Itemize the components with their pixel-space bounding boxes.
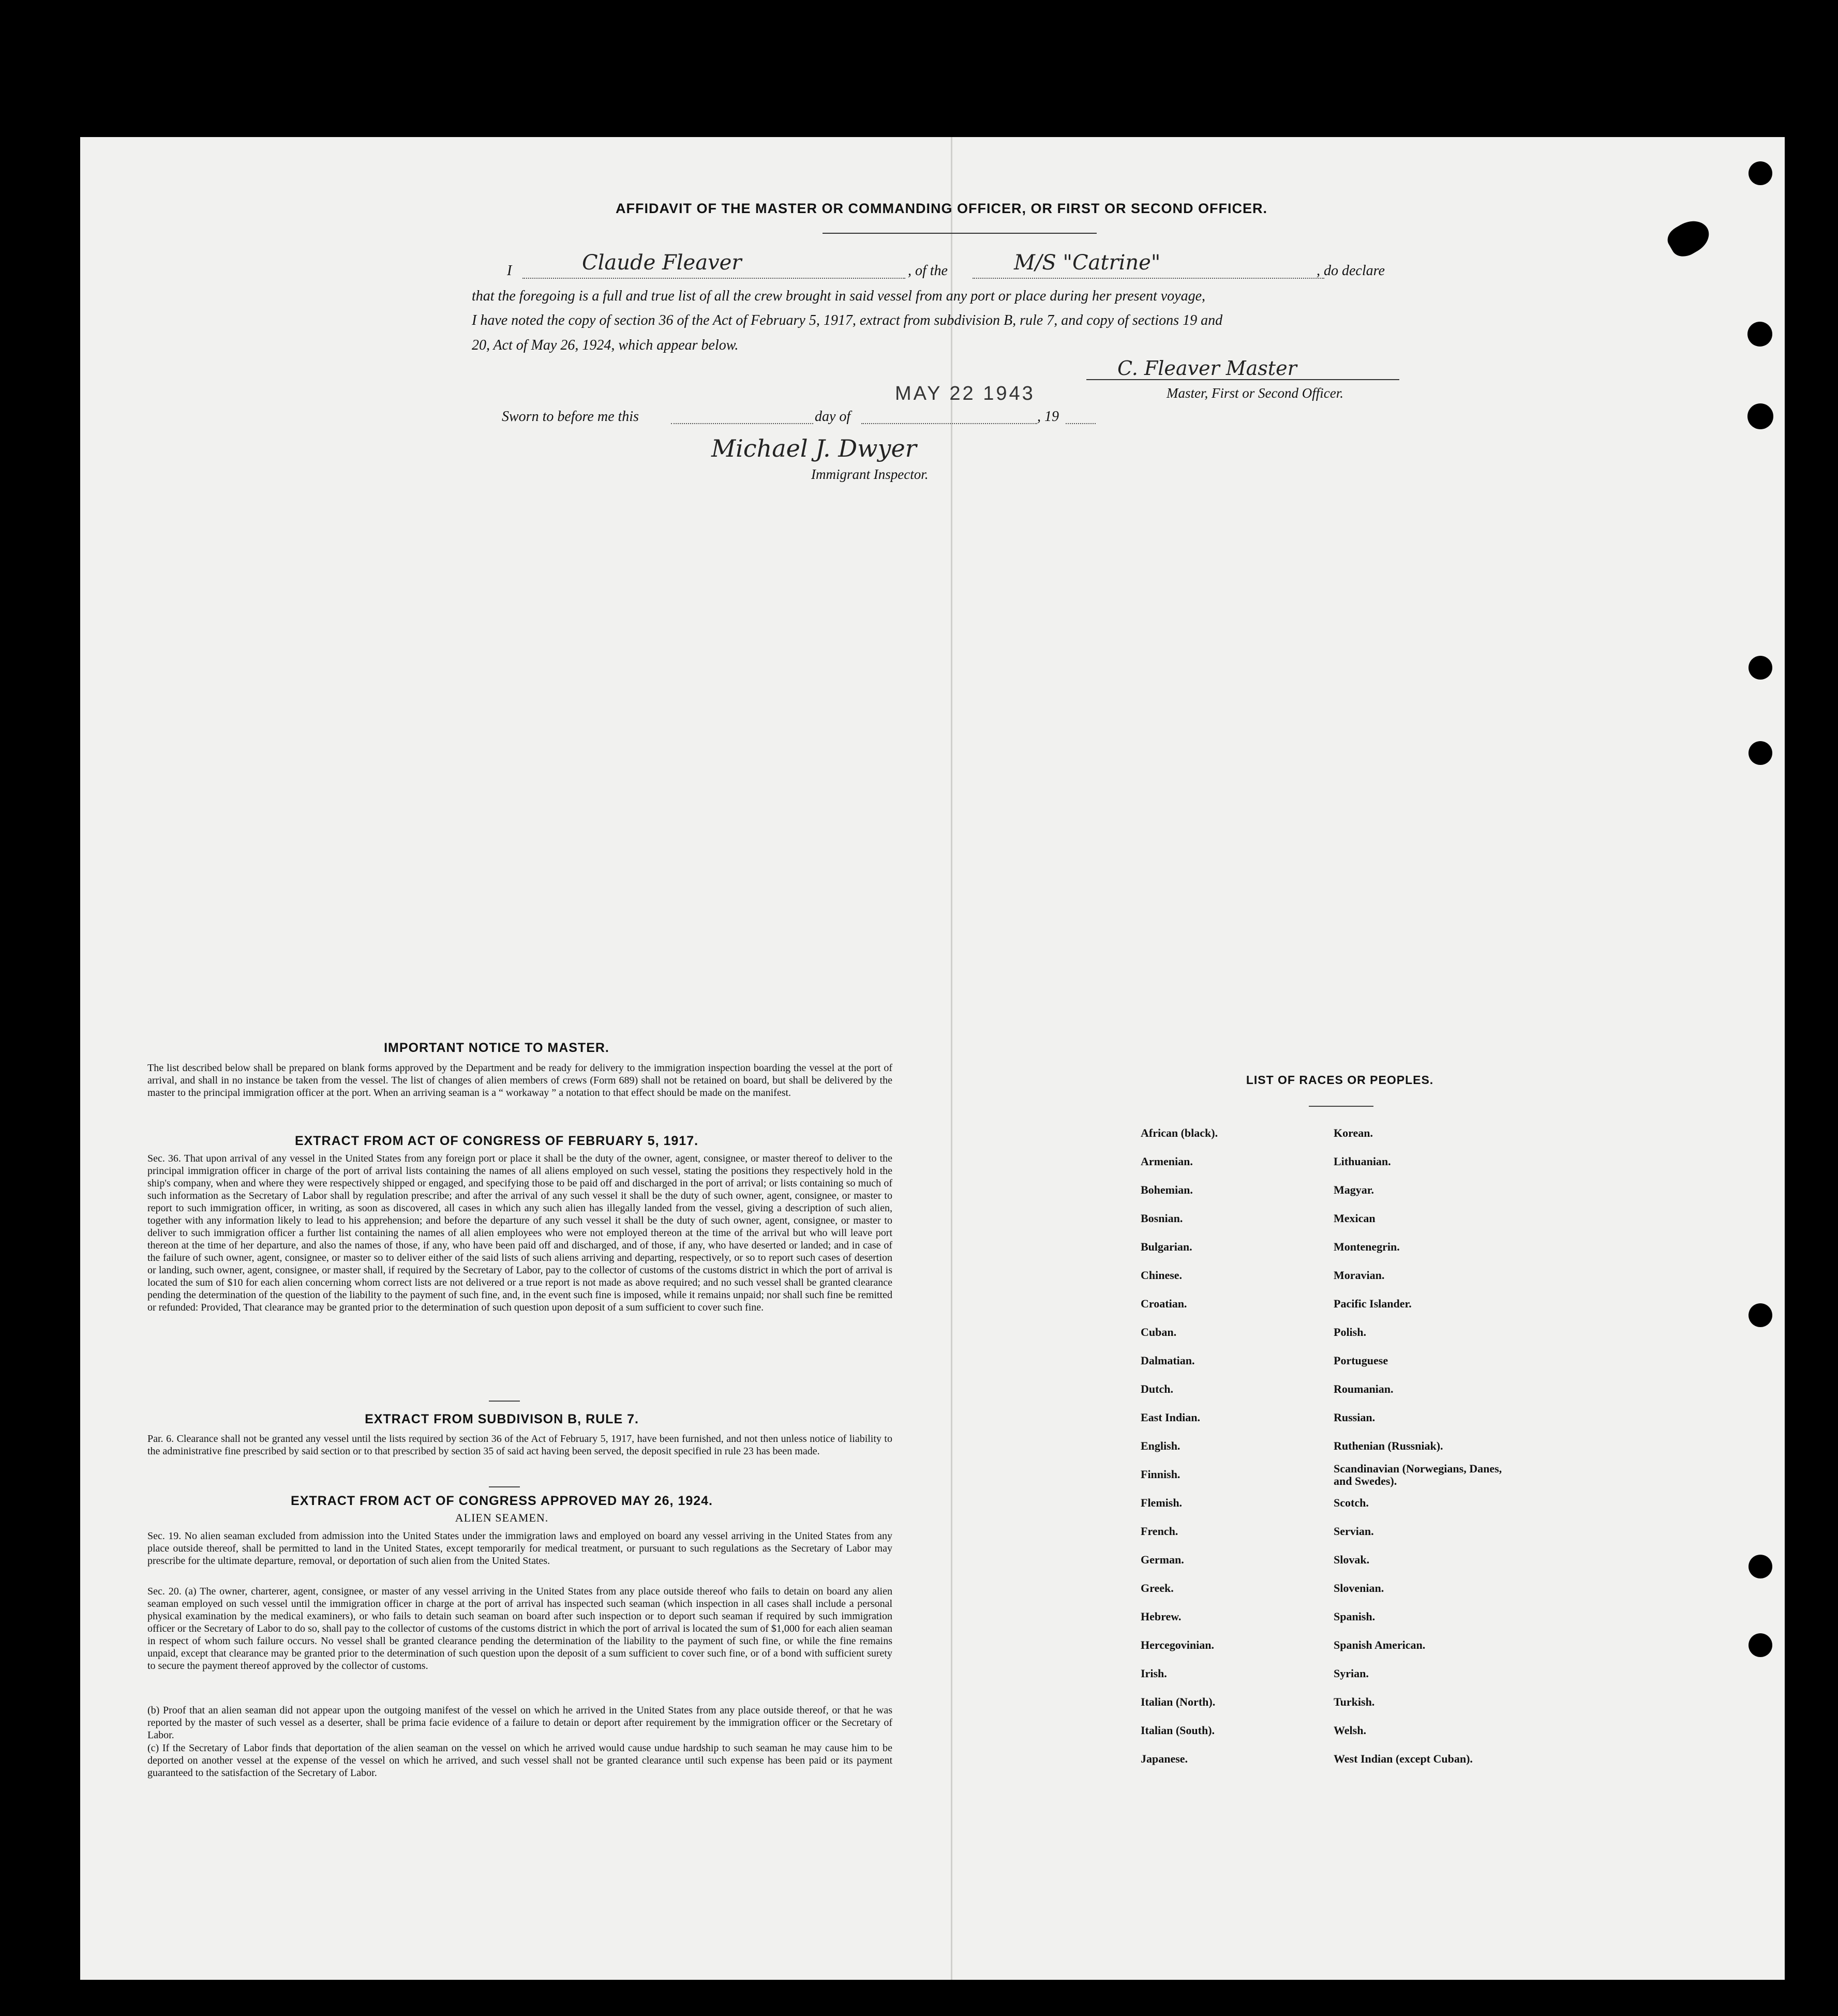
sec20c-text: (c) If the Secretary of Labor finds that deportation of the alien seaman on the vessel on which he arrived would cause undue hardship to such seaman he may cause him to be deported on another vessel at the expense of the vessel on which he arrived, and such vessel shall not be granted clearance until such expense has been paid or its payment guaranteed to the satisfaction of the Secretary of Labor. [147, 1742, 892, 1779]
race-item: Korean. [1334, 1126, 1373, 1139]
race-item: East Indian. [1141, 1411, 1200, 1424]
sec19-text: Sec. 19. No alien seaman excluded from admission into the United States under the immigration laws and employed on board any vessel arriving in the United States from any place outside thereof, shall be permitted to land in the United States, except temporarily for medical treatment, or pursuant to such regulations as the Secretary of Labor may prescribe for the ultimate departure, removal, or deportation of such alien from the United States. [147, 1530, 892, 1567]
race-item: African (black). [1141, 1126, 1218, 1139]
race-item: Polish. [1334, 1326, 1366, 1338]
document-page [80, 137, 1785, 1980]
alien-seamen-subtitle: ALIEN SEAMEN. [455, 1511, 549, 1524]
race-item: Mexican [1334, 1212, 1376, 1225]
sworn-year-line [1066, 423, 1096, 424]
inspector-caption: Immigrant Inspector. [811, 467, 929, 482]
section-divider [489, 1401, 520, 1402]
punch-hole [1749, 741, 1772, 765]
inspector-signature: Michael J. Dwyer [711, 434, 917, 462]
race-item: Scotch. [1334, 1496, 1369, 1509]
race-item: Armenian. [1141, 1155, 1193, 1168]
master-name-line [522, 278, 905, 279]
punch-hole [1747, 403, 1773, 429]
race-item: Russian. [1334, 1411, 1376, 1424]
race-item: Portuguese [1334, 1354, 1388, 1367]
punch-hole [1749, 161, 1772, 185]
affidavit-title: AFFIDAVIT OF THE MASTER OR COMMANDING OFFICER, OR FIRST OR SECOND OFFICER. [616, 201, 1267, 216]
section-divider [489, 1486, 520, 1487]
sworn-year: , 19 [1037, 409, 1059, 425]
sec20a-text: Sec. 20. (a) The owner, charterer, agent, consignee, or master of any vessel arriving in the United States from any place outside thereof who fails to detain on board any alien seaman employed on such vessel until the immigration officer in charge at the port of arrival has inspected such seaman (which inspection in all cases shall include a personal physical examination by the medical examiners), or who fails to detain such seaman on board after such inspection or to deport such seaman if required by such immigration officer or the Secretary of Labor to do so, shall pay to the collector of customs of the customs district in which the port of arrival is located the sum of $1,000 for each alien seaman in respect of whom such failure occurs. No vessel shall be granted clearance pending the determination of the liability to the payment of such fine, or while the fine remains unpaid, except that clearance may be granted prior to the determination of such question upon the deposit of a sum sufficient to cover such fine, or of a bond with sufficient surety to secure the payment thereof approved by the collector of customs. [147, 1586, 892, 1672]
race-item: Bosnian. [1141, 1212, 1183, 1225]
race-item: Turkish. [1334, 1695, 1375, 1708]
sworn-day-of: day of [815, 409, 851, 425]
race-item: Cuban. [1141, 1326, 1177, 1338]
punch-hole [1749, 1633, 1772, 1657]
extract-rule7-text: Par. 6. Clearance shall not be granted any vessel until the lists required by section 36 of the Act of February 5, 1917, have been furnished, and not then unless notice of liability to the administrative fine prescribed by said section or to that prescribed by section 35 of said act having been served, the deposit specified in rule 23 has been made. [147, 1433, 892, 1457]
declaration-line-4: 20, Act of May 26, 1924, which appear below. [472, 337, 739, 353]
race-item: Lithuanian. [1334, 1155, 1391, 1168]
race-item: Ruthenian (Russniak). [1334, 1439, 1443, 1452]
vessel-name-line [973, 278, 1324, 279]
race-item: Moravian. [1334, 1269, 1385, 1282]
race-item: Japanese. [1141, 1752, 1188, 1765]
race-item: Bulgarian. [1141, 1240, 1192, 1253]
declaration-line-3: I have noted the copy of section 36 of the Act of February 5, 1917, extract from subdivision B, rule 7, and copy of sections 19 and [472, 312, 1223, 328]
race-item: Italian (South). [1141, 1724, 1215, 1737]
race-item: Slovak. [1334, 1553, 1370, 1566]
race-item: Pacific Islander. [1334, 1297, 1412, 1310]
race-item: West Indian (except Cuban). [1334, 1752, 1473, 1765]
declaration-line-2: that the foregoing is a full and true list of all the crew brought in said vessel from any port or place during her present voyage, [472, 288, 1206, 304]
race-item: Servian. [1334, 1525, 1374, 1538]
declaration-prefix: I [507, 263, 512, 279]
master-signature: C. Fleaver Master [1117, 357, 1297, 380]
race-item: Italian (North). [1141, 1695, 1216, 1708]
race-item: Syrian. [1334, 1667, 1369, 1680]
race-item: Scandinavian (Norwegians, Danes, and Swedes). [1334, 1462, 1502, 1487]
punch-hole [1749, 1303, 1772, 1327]
race-item: Chinese. [1141, 1269, 1183, 1282]
declaration-suffix: , do declare [1317, 263, 1385, 279]
race-item: French. [1141, 1525, 1178, 1538]
race-item: Flemish. [1141, 1496, 1183, 1509]
race-item: Croatian. [1141, 1297, 1187, 1310]
declaration-of-the: , of the [908, 263, 948, 279]
notice-title: IMPORTANT NOTICE TO MASTER. [384, 1041, 609, 1055]
sworn-prefix: Sworn to before me this [502, 409, 639, 425]
race-item: Spanish American. [1334, 1638, 1426, 1651]
race-item: English. [1141, 1439, 1180, 1452]
race-item: Hebrew. [1141, 1610, 1182, 1623]
title-divider [823, 233, 1097, 234]
race-item: Roumanian. [1334, 1382, 1394, 1395]
races-divider [1309, 1106, 1373, 1107]
extract-1924-title: EXTRACT FROM ACT OF CONGRESS APPROVED MAY 26, 1924. [291, 1494, 713, 1508]
signature-caption: Master, First or Second Officer. [1167, 385, 1343, 401]
date-stamp: MAY 22 1943 [895, 383, 1035, 404]
signature-line [1086, 379, 1399, 380]
punch-hole [1749, 1555, 1772, 1578]
extract-rule7-title: EXTRACT FROM SUBDIVISON B, RULE 7. [365, 1412, 639, 1426]
race-item: Slovenian. [1334, 1582, 1384, 1594]
race-item: Dutch. [1141, 1382, 1173, 1395]
race-item: Finnish. [1141, 1468, 1180, 1481]
race-item: Spanish. [1334, 1610, 1376, 1623]
sworn-day-line [671, 423, 813, 424]
vessel-name: M/S "Catrine" [1014, 251, 1161, 275]
page-fold [951, 137, 952, 1980]
race-item: Greek. [1141, 1582, 1174, 1594]
race-item: German. [1141, 1553, 1184, 1566]
race-item: Dalmatian. [1141, 1354, 1195, 1367]
sec20b-text: (b) Proof that an alien seaman did not appear upon the outgoing manifest of the vessel on which he arrived in the United States from any place outside thereof, or that he was reported by the master of such vessel as a deserter, shall be prima facie evidence of a failure to detain or deport after requirement by the immigration officer or the Secretary of Labor. [147, 1705, 892, 1741]
race-item: Montenegrin. [1334, 1240, 1400, 1253]
master-name: Claude Fleaver [582, 251, 742, 275]
race-item: Bohemian. [1141, 1183, 1193, 1196]
races-title: LIST OF RACES OR PEOPLES. [1246, 1073, 1434, 1087]
notice-text: The list described below shall be prepared on blank forms approved by the Department and be ready for delivery to the immigration inspection boarding the vessel at the port of arrival, and shall in no instance be taken from the vessel. The list of changes of alien members of crews (Form 689) shall not be retained on board, but shall be delivered by the master to the principal immigration officer at the port. When an arriving seaman is a “ workaway ” a notation to that effect should be made on the manifest. [147, 1062, 892, 1099]
race-item: Hercegovinian. [1141, 1638, 1214, 1651]
punch-hole [1747, 322, 1772, 347]
race-item: Magyar. [1334, 1183, 1374, 1196]
extract-1917-title: EXTRACT FROM ACT OF CONGRESS OF FEBRUARY 5, 1917. [294, 1134, 699, 1148]
race-item: Welsh. [1334, 1724, 1366, 1737]
extract-1917-text: Sec. 36. That upon arrival of any vessel in the United States from any foreign port or place it shall be the duty of the owner, agent, consignee, or master thereof to deliver to the principal immigration officer in charge of the port of arrival lists containing the names of all aliens employed on such vessel, stating the positions they respectively hold in the ship's company, when and where they were respectively shipped or engaged, and specifying those to be paid off and discharged in the port of arrival; or lists containing so much of such information as the Secretary of Labor shall by regulation prescribe; and after the arrival of any such vessel it shall be the duty of such owner, agent, consignee, or master to report to such immigration officer, in writing, as soon as discovered, all cases in which any such alien has illegally landed from the vessel, giving a description of such alien, together with any information likely to lead to his apprehension; and before the departure of any such vessel it shall be the duty of such owner, agent, consignee, or master to deliver to such immigration officer a further list containing the names of all alien employees who were not employed thereon at the time of the arrival but who will leave port thereon at the time of her departure, and also the names of those, if any, who have been paid off and discharged, and of those, if any, who have deserted or landed; and in case of the failure of such owner, agent, consignee, or master so to deliver either of the said lists of such aliens arriving and departing, respectively, or so to report such cases of desertion or landing, such owner, agent, consignee, or master shall, if required by the Secretary of Labor, pay to the collector of customs of the customs district in which the port of arrival is located the sum of $10 for each alien concerning whom correct lists are not delivered or a true report is not made as above required; and no such vessel shall be granted clearance pending the determination of the question of the liability to the payment of such fine, and, in the event such fine is imposed, while it remains unpaid; nor shall such fine be remitted or refunded: Provided, That clearance may be granted prior to the determination of such question upon deposit of a sum sufficient to cover such fine. [147, 1153, 892, 1313]
punch-hole [1749, 656, 1772, 680]
race-item: Irish. [1141, 1667, 1167, 1680]
sworn-month-line [861, 423, 1037, 424]
